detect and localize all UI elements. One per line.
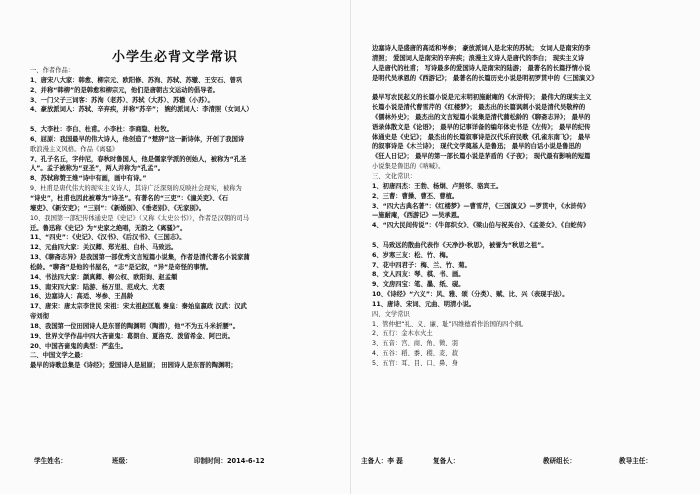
text-line: 人”。孟子被称为“亚圣”，两人并称为“孔孟”。 <box>30 165 165 173</box>
text-line: 12、元曲四大家：关汉卿、郑光祖、白朴、马致远。 <box>30 244 178 252</box>
text-line: 9、文房四宝：笔、墨、纸、砚。 <box>372 281 465 289</box>
text-line: 《儒林外史》； 最杰出的文言短篇小说集是清代蒲松龄的《聊斋志异》； 最早的 <box>372 113 591 121</box>
text-line: 3、一门父子三词客：苏洵（老苏）、苏轼（大苏）、苏辙（小苏）。 <box>30 96 214 104</box>
text-line: 2、三曹：曹操、曹丕、曹植。 <box>372 192 459 200</box>
text-line: 15、南宋四大家：陆游、杨万里、范成大、尤袤 <box>30 283 165 291</box>
text-line: 最早写农民起义的长篇小说是元末明初施耐庵的《水浒传》； 最伟大的现实主义 <box>372 94 592 102</box>
text-line: 2、五行：金木水火土 <box>372 330 433 338</box>
text-line: 1、管仲把“礼、义、廉、耻”四维德看作治国的四个纲。 <box>372 320 528 328</box>
text-line: 的叙事诗是《木兰诗》； 现代文学奠基人是鲁迅； 最早的白话小说是鲁迅的 <box>372 143 582 151</box>
text-line: 17、唐宋：唐太宗李世民 宋祖：宋太祖赵匡胤 秦皇：秦始皇嬴政 汉武：汉武 <box>30 303 247 311</box>
text-line: 语录体散文是《论语》； 最早的记事详备的编年体史书是《左传》； 最早的纪传 <box>372 123 591 131</box>
text-line: 20、中国吝啬鬼的典型：严监生。 <box>30 342 127 350</box>
text-line: 19、世界文学作品中四大吝啬鬼：葛朗台、夏洛克、泼留希金、阿巴贡。 <box>30 332 234 340</box>
text-line <box>372 83 694 93</box>
text-line: 1、唐宋八大家：韩愈、柳宗元、欧阳修、苏洵、苏轼、苏辙、王安石、曾巩 <box>30 76 243 84</box>
print-time-label: 印制时间：2014-6-12 <box>194 457 265 465</box>
text-line: “诗史”，杜甫也因此被尊为“诗圣”。有著名的“三吏”：《潼关吏》、《石 <box>30 194 228 202</box>
text-line: 四、文学常识 <box>372 310 410 318</box>
class-label: 班级： <box>112 457 132 465</box>
text-line <box>372 231 694 241</box>
text-line: 5、马致远的散曲代表作《天净沙·秋思》，被誉为“秋思之祖”。 <box>372 241 548 249</box>
text-line: 帝刘彻 <box>30 313 49 321</box>
right-text-block <box>372 44 694 369</box>
left-text-block <box>30 66 340 371</box>
text-line: 歌浪漫主义风格。作品《离骚》 <box>30 145 119 153</box>
text-line: 清照； 爱国词人是南宋的辛弃疾；浪漫主义诗人是唐代的李白； 现实主义诗 <box>372 54 585 62</box>
director-label: 教导主任： <box>619 457 652 465</box>
text-line: 长篇小说是清代曹雪芹的《红楼梦》； 最杰出的长篇讽刺小说是清代吴敬梓的 <box>372 104 586 112</box>
text-line: 二、中国文学之最： <box>30 352 87 360</box>
text-line: 松龄。“聊斋”是他的书屋名，“志”是记叙，“异”是奇怪的事情。 <box>30 263 213 271</box>
text-line: —施耐庵，《西游记》—吴承恩。 <box>372 212 464 220</box>
text-line: 9、杜甫是唐代伟大的现实主义诗人，其诗广泛深刻的反映社会现实，被称为 <box>30 185 242 193</box>
text-line: 5、五官：耳、目、口、鼻、身 <box>372 360 458 367</box>
text-line: 10、《诗经》“六义”：风、雅、颂（分类）、赋、比、兴（表现手法）。 <box>372 291 569 299</box>
text-line: 7、花中四君子：梅、兰、竹、菊。 <box>372 261 471 269</box>
text-line: 6、岁寒三友：松、竹、梅。 <box>372 251 452 259</box>
text-line: 人是唐代的杜甫； 写诗最多的爱国诗人是南宋的陆游； 最著名的长篇抒情小说 <box>372 64 591 72</box>
preparer-label: 主备人：李 磊 <box>361 457 403 465</box>
reviewer-label: 复备人： <box>433 457 460 465</box>
text-line: 一、作者作品： <box>30 67 75 74</box>
text-line: 13、《聊斋志异》是我国第一部优秀文言短篇小说集，作者是清代著名小说家蒲 <box>30 254 250 262</box>
text-line: 边塞诗人是盛唐的高适和岑参； 豪放派词人是北宋的苏轼； 女词人是南宋的李 <box>372 45 591 52</box>
text-line: 最早的诗歌总集是《诗经》；爱国诗人是屈原； 田园诗人是东晋的陶渊明； <box>30 362 237 370</box>
text-line: 壕吏》、《新安吏》；“三别”：《新婚别》、《垂老别》、《无家别》。 <box>30 204 206 212</box>
text-line: 8、苏轼称赞王维“诗中有画，画中有诗。” <box>30 175 147 183</box>
text-line: 10、我国第一部纪传体通史是《史记》（又称《太史公书》），作者是汉朝的司马 <box>30 214 249 222</box>
text-line: 6、屈原：我国最早的伟大诗人，他创造了“楚辞”这一新诗体，开创了我国诗 <box>30 135 245 143</box>
text-line: 5、大李杜：李白、杜甫。小李杜：李商隐、杜牧。 <box>30 126 173 134</box>
text-line: 《狂人日记》； 最早的第一部长篇小说是茅盾的《子夜》； 现代最有影响的短篇 <box>372 153 591 161</box>
text-line: 4、“四大民间传说”：《牛郎织女》、《梁山伯与祝英台》、《孟姜女》、《白蛇传》 <box>372 222 590 230</box>
text-line: 18、我国第一位田园诗人是东晋的陶渊明（陶潜），他“不为五斗米折腰”。 <box>30 322 240 330</box>
student-name-label: 学生姓名： <box>34 457 67 465</box>
text-line: 8、文人四友：琴、棋、书、画。 <box>372 271 465 279</box>
text-line: 11、“四史”：《史记》、《汉书》、《后汉书》、《三国志》。 <box>30 234 186 242</box>
text-line: 3、“四大古典名著”：《红楼梦》—曹雪芹，《三国演义》—罗贯中，《水浒传》 <box>372 202 590 210</box>
team-leader-label: 教研组长： <box>543 457 576 465</box>
text-line <box>30 115 340 125</box>
text-line: 14、书法四大家：颜真卿、柳公权、欧阳询、赵孟頫 <box>30 273 178 281</box>
text-line: 16、边塞诗人：高适、岑参、王昌龄 <box>30 293 134 301</box>
text-line: 小说集是鲁迅的《呐喊》。 <box>372 163 445 171</box>
text-line: 4、豪放派词人：苏轼、辛弃疾，并称“苏辛”； 婉约派词人：李清照（女词人） <box>30 106 253 114</box>
text-line: 11、唐诗、宋词、元曲、明清小说。 <box>372 300 476 308</box>
text-line: 是明代吴承恩的《西游记》； 最著名的长篇历史小说是明初罗贯中的《三国演义》 <box>372 74 598 82</box>
text-line: 1、初唐四杰：王勃、杨炯、卢照邻、骆宾王。 <box>372 182 503 190</box>
page-title: 小学生必背文学常识 <box>111 50 238 65</box>
text-line: 三、文化常识： <box>372 172 417 180</box>
text-line: 迁。鲁迅称《史记》为“史家之绝唱，无韵之《离骚》”。 <box>30 224 187 232</box>
text-line: 4、五谷：稻、黍、稷、麦、菽 <box>372 350 458 358</box>
text-line: 3、五音：宫、商、角、徵、羽 <box>372 340 458 348</box>
text-line: 2、并称“韩柳”的是韩愈和柳宗元，他们是唐朝古文运动的倡导者。 <box>30 86 219 94</box>
text-line: 体通史是《史记》； 最杰出的长篇叙事诗是汉代乐府民歌《孔雀东南飞》； 最早 <box>372 133 591 141</box>
text-line: 7、孔子名丘，字仲尼，春秋时鲁国人，他是儒家学派的创始人，被称为“孔圣 <box>30 155 247 163</box>
